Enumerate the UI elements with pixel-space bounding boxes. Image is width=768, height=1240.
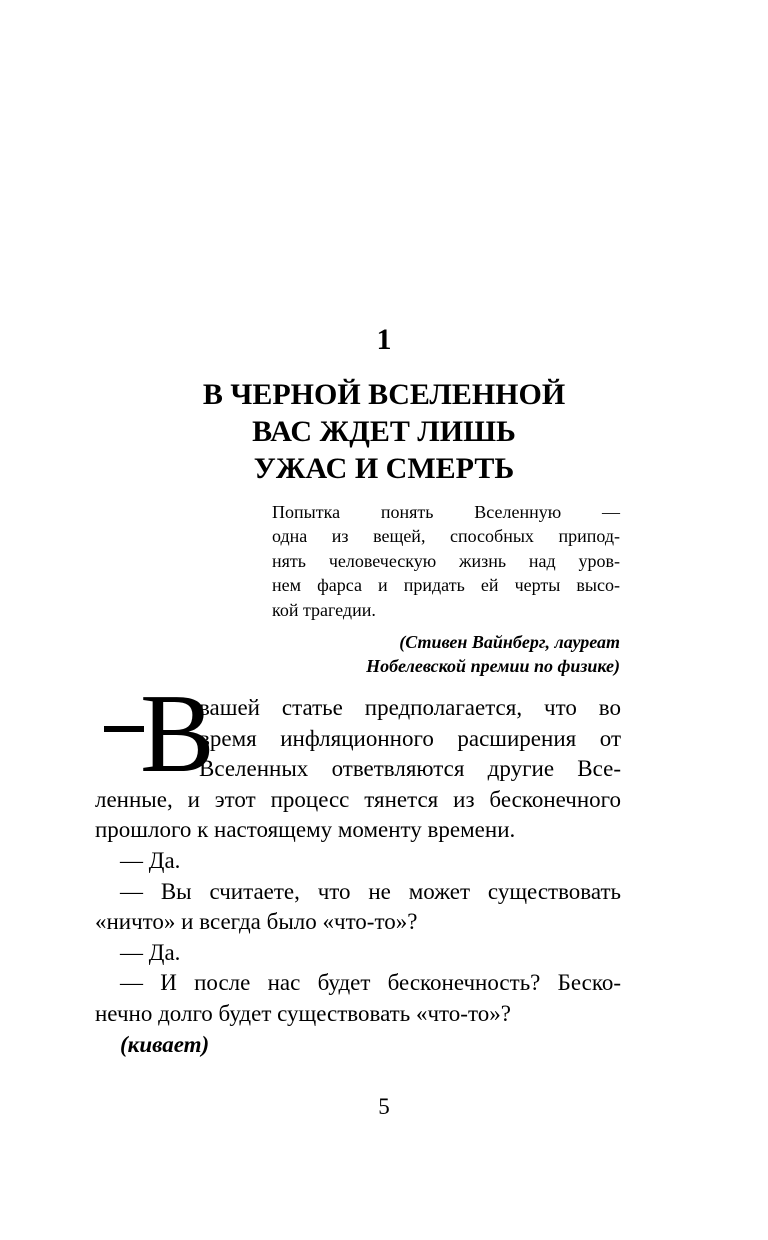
dialogue-line: — Вы считаете, что не может существовать — [120, 878, 621, 904]
text-line: вашей статье предполагается, что во — [199, 695, 621, 720]
dialogue-line: «ничто» и всегда было «что-то»? — [95, 909, 418, 935]
text-line: прошлого к настоящему моменту времени. — [95, 817, 516, 843]
epigraph — [272, 500, 620, 622]
dialogue-line: — Да. — [120, 939, 181, 965]
epigraph-line: нять человеческую жизнь над уров- — [272, 550, 620, 571]
epigraph-line: Попытка понять Вселенную — — [272, 502, 620, 522]
page-number: 5 — [378, 1094, 390, 1119]
text-line: Вселенных ответвляются другие Все- — [199, 756, 621, 782]
epigraph-line: нем фарса и придать ей черты высо- — [272, 575, 620, 596]
text-line: ленные, и этот процесс тянется из бесконечного — [95, 786, 621, 812]
epigraph-attribution — [272, 630, 620, 679]
dialogue-line: — И после нас будет бесконечность? Беско- — [120, 970, 621, 996]
dropcap-paragraph-lines — [95, 693, 621, 785]
stage-direction: (кивает) — [120, 1031, 210, 1057]
dialogue-line: нечно долго будет существовать «что-то»? — [95, 1000, 511, 1026]
text-line: время инфляционного расширения от — [199, 725, 621, 751]
dropcap-letter: В — [140, 672, 215, 796]
epigraph-line: одна из вещей, способных припод- — [272, 526, 620, 547]
attribution-line: Нобелевской премии по физике) — [366, 656, 620, 677]
attribution-line: (Стивен Вайнберг, лауреат — [399, 632, 620, 652]
chapter-title-line: ВАС ЖДЕТ ЛИШЬ — [252, 415, 516, 448]
body-text — [95, 693, 621, 1060]
chapter-title — [0, 376, 768, 487]
chapter-title-line: УЖАС И СМЕРТЬ — [253, 452, 515, 485]
chapter-number: 1 — [376, 323, 392, 356]
chapter-title-line: В ЧЕРНОЙ ВСЕЛЕННОЙ — [202, 378, 566, 411]
dialogue-line: — Да. — [120, 847, 181, 873]
epigraph-line: кой трагедии. — [272, 599, 376, 620]
